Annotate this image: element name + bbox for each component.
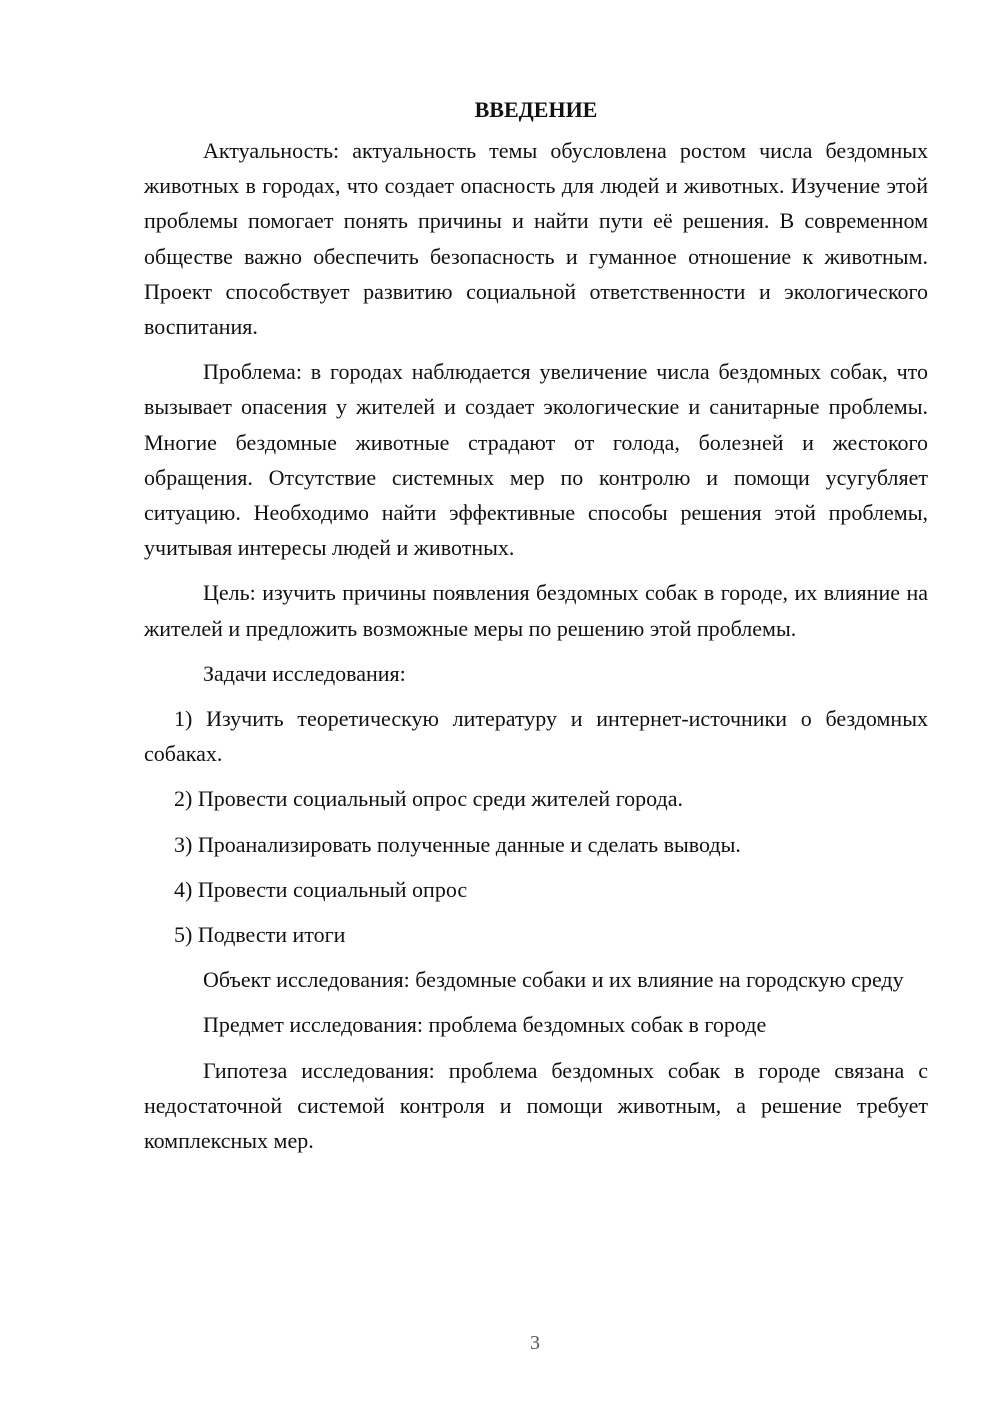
problem-paragraph: Проблема: в городах наблюдается увеличение числа бездомных собак, что вызывает опасения у жителей и создает экологические и санитарные проблемы. Многие бездомные животные страдают от голода, болезней и жестокого обращения. Отсутствие системных мер по контролю и помощи усугубляет ситуацию. Необходимо найти эффективные способы решения этой проблемы, учитывая интересы людей и животных. <box>144 359 928 561</box>
task-item-4: 4) Провести социальный опрос <box>174 876 468 902</box>
task-item-2: 2) Провести социальный опрос среди жителей города. <box>174 786 684 812</box>
tasks-heading: Задачи исследования: <box>203 660 406 686</box>
task-item-1: 1) Изучить теоретическую литературу и интернет-источники о бездомных собаках. <box>144 706 928 767</box>
relevance-paragraph: Актуальность: актуальность темы обусловлена ростом числа бездомных животных в городах, что создает опасность для людей и животных. Изучение этой проблемы помогает понять причины и найти пути её решения. В современном обществе важно обеспечить безопасность и гуманное отношение к животным. Проект способствует развитию социальной ответственности и экологического воспитания. <box>144 138 928 340</box>
page-number: 3 <box>530 1332 540 1354</box>
task-item-3: 3) Проанализировать полученные данные и сделать выводы. <box>174 831 741 857</box>
goal-paragraph: Цель: изучить причины появления бездомных собак в городе, их влияние на жителей и предложить возможные меры по решению этой проблемы. <box>144 580 928 641</box>
object-paragraph: Объект исследования: бездомные собаки и их влияние на городскую среду <box>203 967 904 993</box>
task-item-5: 5) Подвести итоги <box>174 922 346 948</box>
page-content <box>144 95 928 1168</box>
subject-paragraph: Предмет исследования: проблема бездомных собак в городе <box>203 1012 767 1038</box>
hypothesis-paragraph: Гипотеза исследования: проблема бездомных собак в городе связана с недостаточной системой контроля и помощи животным, а решение требует комплексных мер. <box>144 1057 928 1154</box>
section-title: ВВЕДЕНИЕ <box>474 97 598 122</box>
